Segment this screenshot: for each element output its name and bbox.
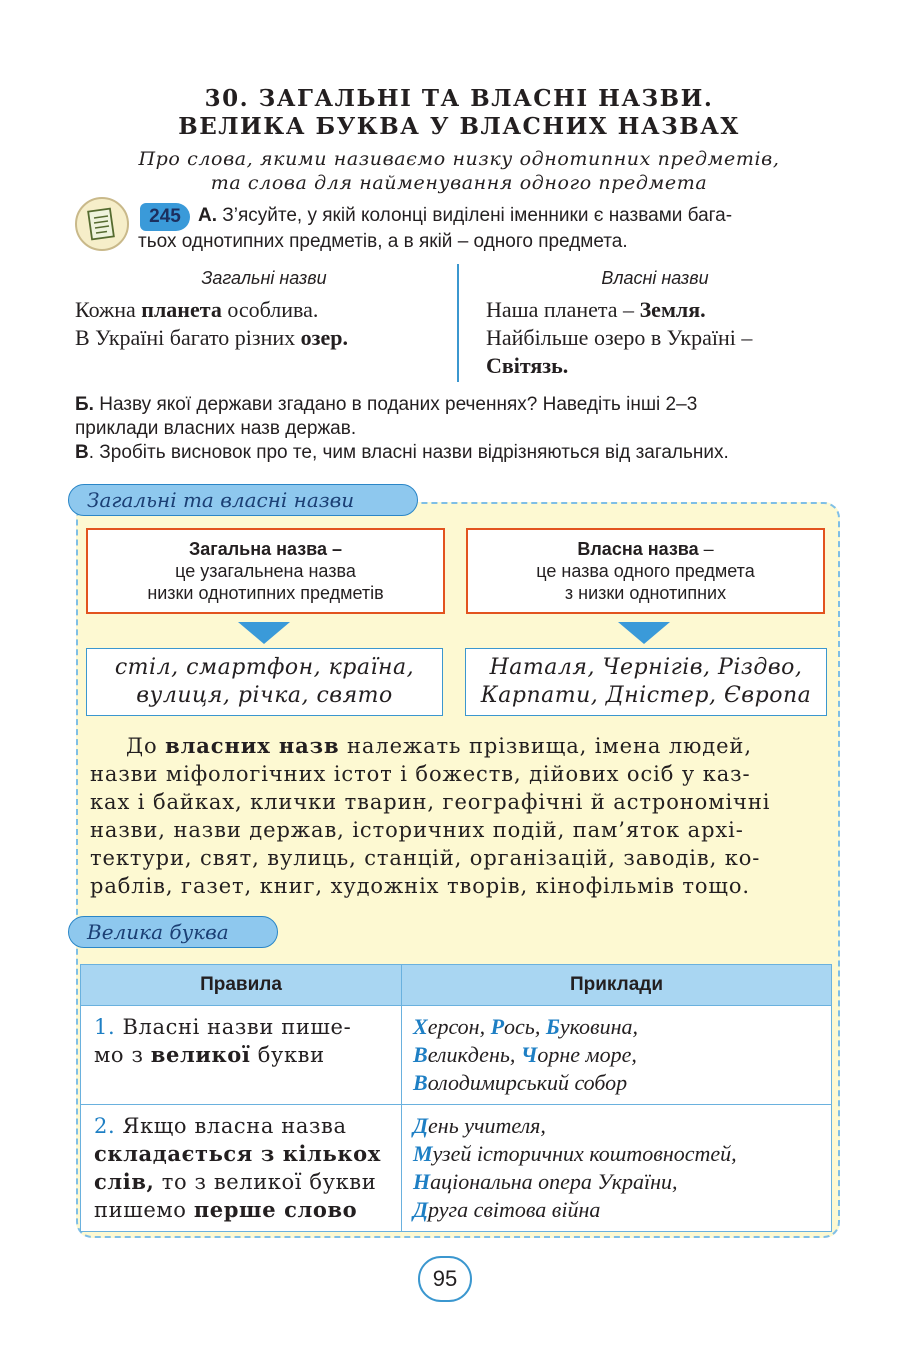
task-a-text-1: З’ясуйте, у якій колонці виділені іменники є назвами бага- [217,205,733,226]
page-title-line-2: ВЕЛИКА БУКВА У ВЛАСНИХ НАЗВАХ [178,113,740,140]
proper-def-line-1: це назва одного предмета [536,561,755,581]
proper-def-title: Власна назва – [577,539,714,559]
example-line: Великдень, Чорне море, [413,1042,637,1067]
common-sentence-2: В Україні багато різних озер. [75,325,348,350]
task-a-label: А. [198,205,217,226]
proper-sentence-2: Найбільше озеро в Україні – [486,325,753,350]
task-b-label: Б. [75,394,94,415]
column-head-common: Загальні назви [201,268,327,288]
common-def-line-1: це узагальнена назва [175,561,356,581]
examples-column-header: Приклади [402,965,832,1006]
proper-def-line-2: з низки однотипних [564,583,727,603]
proper-sentence-1: Наша планета – Земля. [486,297,706,322]
task-v-label: В [75,442,89,463]
task-b-line-1: Б. Назву якої держави згадано в поданих реченнях? Наведіть інші 2–3 [75,394,698,415]
proper-noun-definition-box [466,528,825,614]
proper-sentence-3: Світязь. [486,353,569,378]
rule-cell-1: 1. Власні назви пише- мо з великої букви [81,1006,402,1105]
arrow-down-icon [618,622,670,644]
task-v-line: В. Зробіть висновок про те, чим власні назви відрізняються від загальних. [75,442,729,463]
table-row [81,1006,832,1105]
rules-table [80,964,832,1232]
page-number: 95 [418,1256,472,1302]
common-sentence-1: Кожна планета особлива. [75,297,319,322]
example-line: Музей історичних коштовностей, [413,1141,737,1166]
arrow-down-icon [238,622,290,644]
common-noun-definition-box [86,528,445,614]
example-line: Національна опера України, [413,1169,678,1194]
task-a-line-2: тьох однотипних предметів, а в якій – одного предмета. [138,231,628,252]
page-subtitle-line-2: та слова для найменування одного предмета [210,172,708,194]
common-noun-examples-box: стіл, смартфон, країна, вулиця, річка, свято [86,648,443,716]
rule-cell-2: 2. Якщо власна назва складається з кількох слів, то з великої букви пишемо перше слово [81,1105,402,1232]
task-b-line-2: приклади власних назв держав. [75,418,357,439]
common-def-line-2: низки однотипних предметів [147,583,384,603]
section-pill-capital-letter: Велика буква [68,916,278,948]
notebook-task-icon [74,196,130,252]
page-title-line-1: 30. ЗАГАЛЬНІ ТА ВЛАСНІ НАЗВИ. [204,85,714,112]
example-line: Друга світова війна [413,1197,601,1222]
example-line: Володимирський собор [413,1070,628,1095]
example-line: Херсон, Рось, Буковина, [413,1014,638,1039]
proper-names-paragraph: До власних назв належать прізвища, імена людей, назви міфологічних істот і божеств, дійових осіб у каз- ках і байках, клички тварин, географічні й астрономічні назви, назви держав, історичних подій, пам’яток архі- тектури, свят, вулиць, станцій, організацій, заводів, ко- раблів, газет, книг, художніх творів, кінофільмів тощо. [90,733,771,898]
proper-noun-examples-box: Наталя, Чернігів, Різдво, Карпати, Дністер, Європа [465,648,827,716]
section-pill-common-proper: Загальні та власні назви [68,484,418,516]
example-cell-2 [402,1105,832,1232]
task-number-badge: 245 [140,203,190,231]
table-row [81,1105,832,1232]
rules-column-header: Правила [81,965,402,1006]
common-def-title: Загальна назва – [188,539,343,559]
page-subtitle-line-1: Про слова, якими називаємо низку однотипних предметів, [138,148,780,170]
column-head-proper: Власні назви [601,268,709,288]
example-line: День учителя, [413,1113,546,1138]
column-divider [457,264,459,382]
task-a-line-1 [198,203,840,229]
example-cell-1 [402,1006,832,1105]
